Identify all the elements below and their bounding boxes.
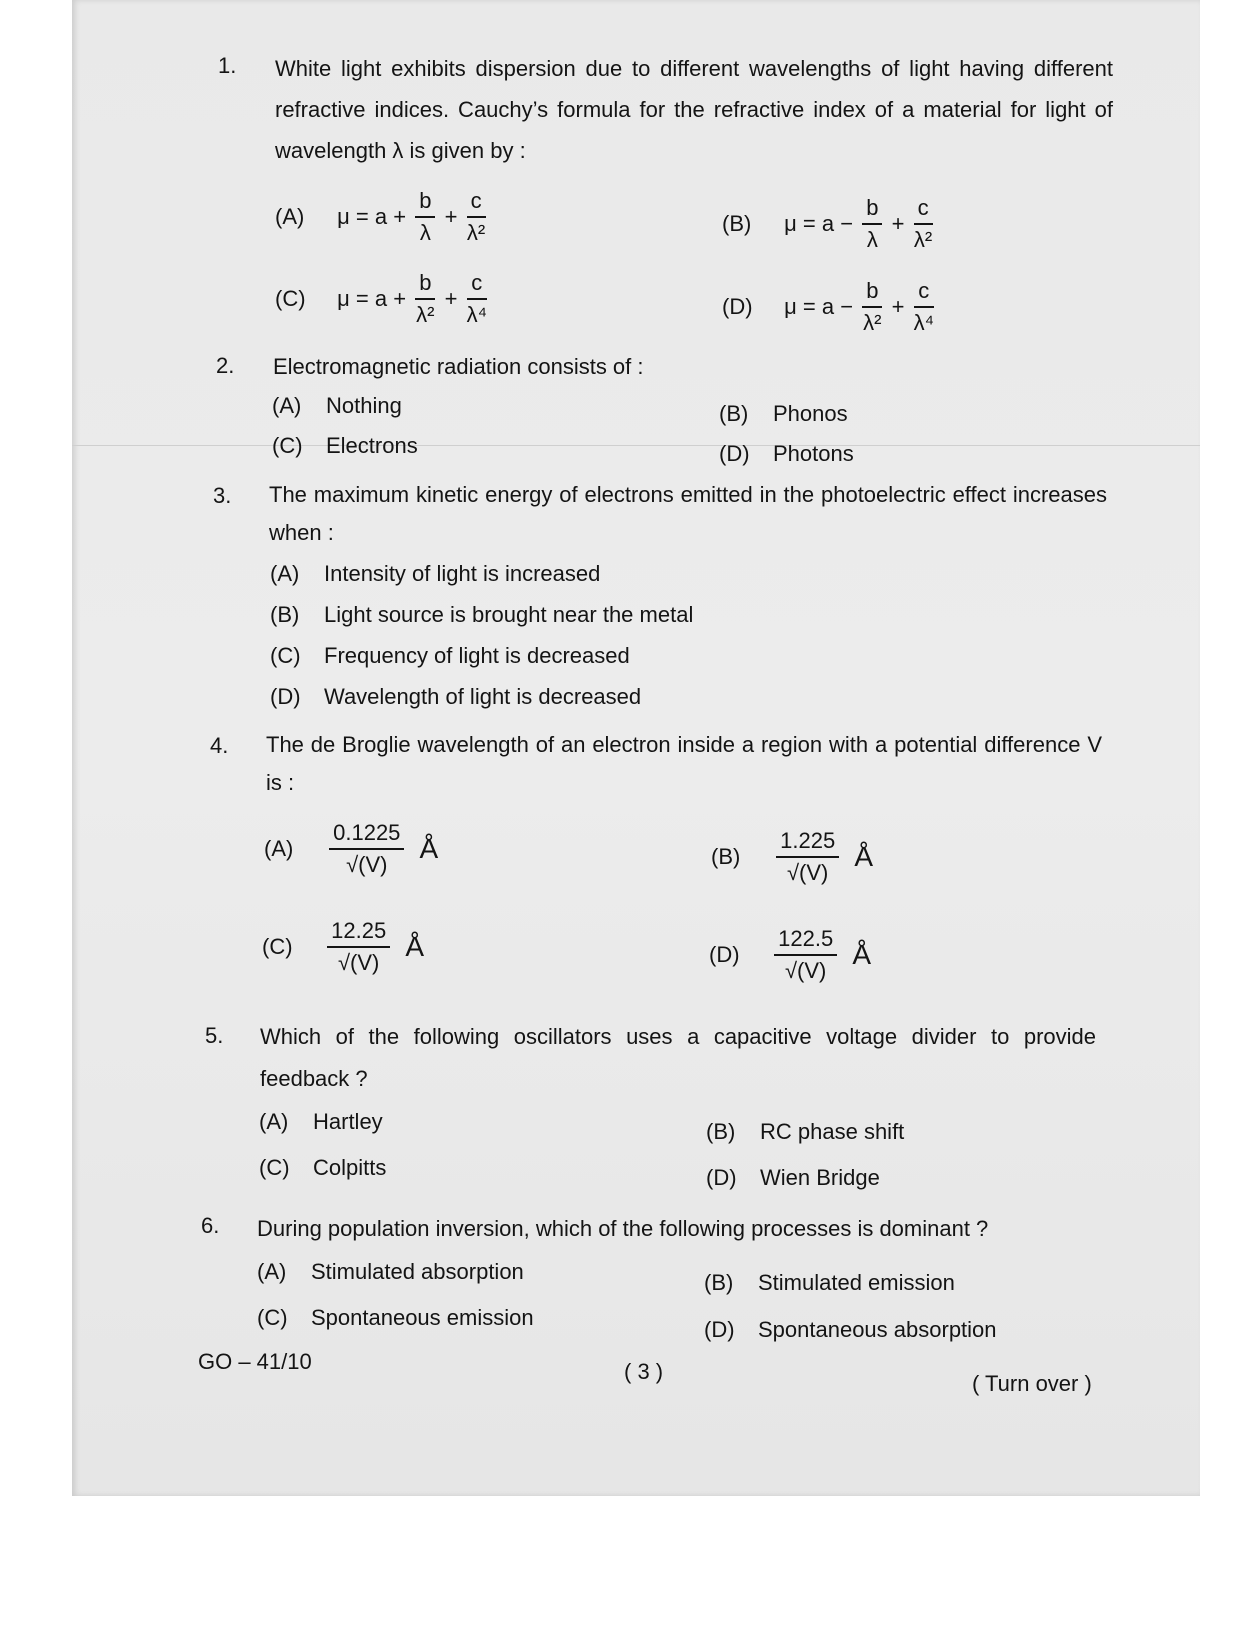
angstrom-unit: Å [854,841,873,872]
question-2-option-c[interactable]: (C) Electrons [272,433,418,458]
question-3-option-c[interactable]: (C) Frequency of light is decreased [270,643,630,668]
question-5-option-a[interactable]: (A) Hartley [259,1109,383,1134]
angstrom-unit: Å [419,833,439,864]
turn-over-note: ( Turn over ) [972,1371,1092,1396]
question-4-option-d[interactable]: (D) $\frac{122.5}{√(V)}$ Å [709,926,871,983]
question-3-option-d[interactable]: (D) Wavelength of light is decreased [270,684,642,709]
question-1-option-c[interactable]: (C) μ = a + $\frac{b}{\text{λ²}}$ + $\frac{c}{\text{λ⁴}}$ [275,270,488,327]
question-6-stem: During population inversion, which of the following processes is dominant ? [257,1216,989,1241]
question-2-number: 2. [216,353,235,378]
question-3-stem: The maximum kinetic energy of electrons emitted in the photoelectric effect increases when : [269,482,1107,545]
question-6-option-d[interactable]: (D) Spontaneous absorption [704,1317,997,1342]
fold-line [72,445,1200,446]
question-1-option-d[interactable]: (D) μ = a − $\frac{b}{\text{λ²}}$ + $\frac{c}{\text{λ⁴}}$ [722,278,935,335]
question-4-option-c[interactable]: (C) $\frac{12.25}{√(V)}$ Å [262,918,424,975]
question-1-number: 1. [218,53,237,78]
question-5-option-c[interactable]: (C) Colpitts [259,1155,387,1180]
angstrom-unit: Å [852,939,871,970]
paper-code: GO – 41/10 [198,1349,312,1374]
question-2-option-d[interactable]: (D) Photons [719,441,854,466]
question-6-option-b[interactable]: (B) Stimulated emission [704,1270,955,1295]
page-number: ( 3 ) [624,1359,664,1384]
angstrom-unit: Å [405,931,424,962]
question-1-option-a[interactable]: (A) μ = a + $\frac{b}{\lambda}$ + $\frac{c}{\text{λ²}}$ [275,188,486,245]
question-3-number: 3. [213,483,232,508]
question-5-number: 5. [205,1023,224,1048]
question-1-option-b[interactable]: (B) μ = a − $\frac{b}{\lambda}$ + $\frac{c}{\text{λ²}}$ [722,195,933,252]
question-2-stem: Electromagnetic radiation consists of : [273,354,644,379]
question-3-option-b[interactable]: (B) Light source is brought near the metal [270,602,694,627]
question-2-option-a[interactable]: (A) Nothing [272,393,402,418]
question-6-option-c[interactable]: (C) Spontaneous emission [257,1305,534,1330]
question-5-option-b[interactable]: (B) RC phase shift [706,1119,905,1144]
question-6-number: 6. [201,1213,220,1238]
question-1-stem: White light exhibits dispersion due to different wavelengths of light having different refractive indices. Cauchy’s formula for the refractive index of a material for light of wavelength λ is given by : [275,56,1113,163]
question-5-option-d[interactable]: (D) Wien Bridge [706,1165,880,1190]
question-4-stem: The de Broglie wavelength of an electron inside a region with a potential difference V is : [266,732,1102,795]
question-3-option-a[interactable]: (A) Intensity of light is increased [270,561,601,586]
question-4-option-b[interactable]: (B) $\frac{1.225}{√(V)}$ Å [711,828,873,885]
question-5-stem: Which of the following oscillators uses a capacitive voltage divider to provide feedback ? [260,1024,1096,1091]
question-4-option-a[interactable]: (A) $\frac{0.1225}{√(V)}$ Å [264,820,439,877]
question-6-option-a[interactable]: (A) Stimulated absorption [257,1259,524,1284]
question-4-number: 4. [210,733,229,758]
question-2-option-b[interactable]: (B) Phonos [719,401,848,426]
